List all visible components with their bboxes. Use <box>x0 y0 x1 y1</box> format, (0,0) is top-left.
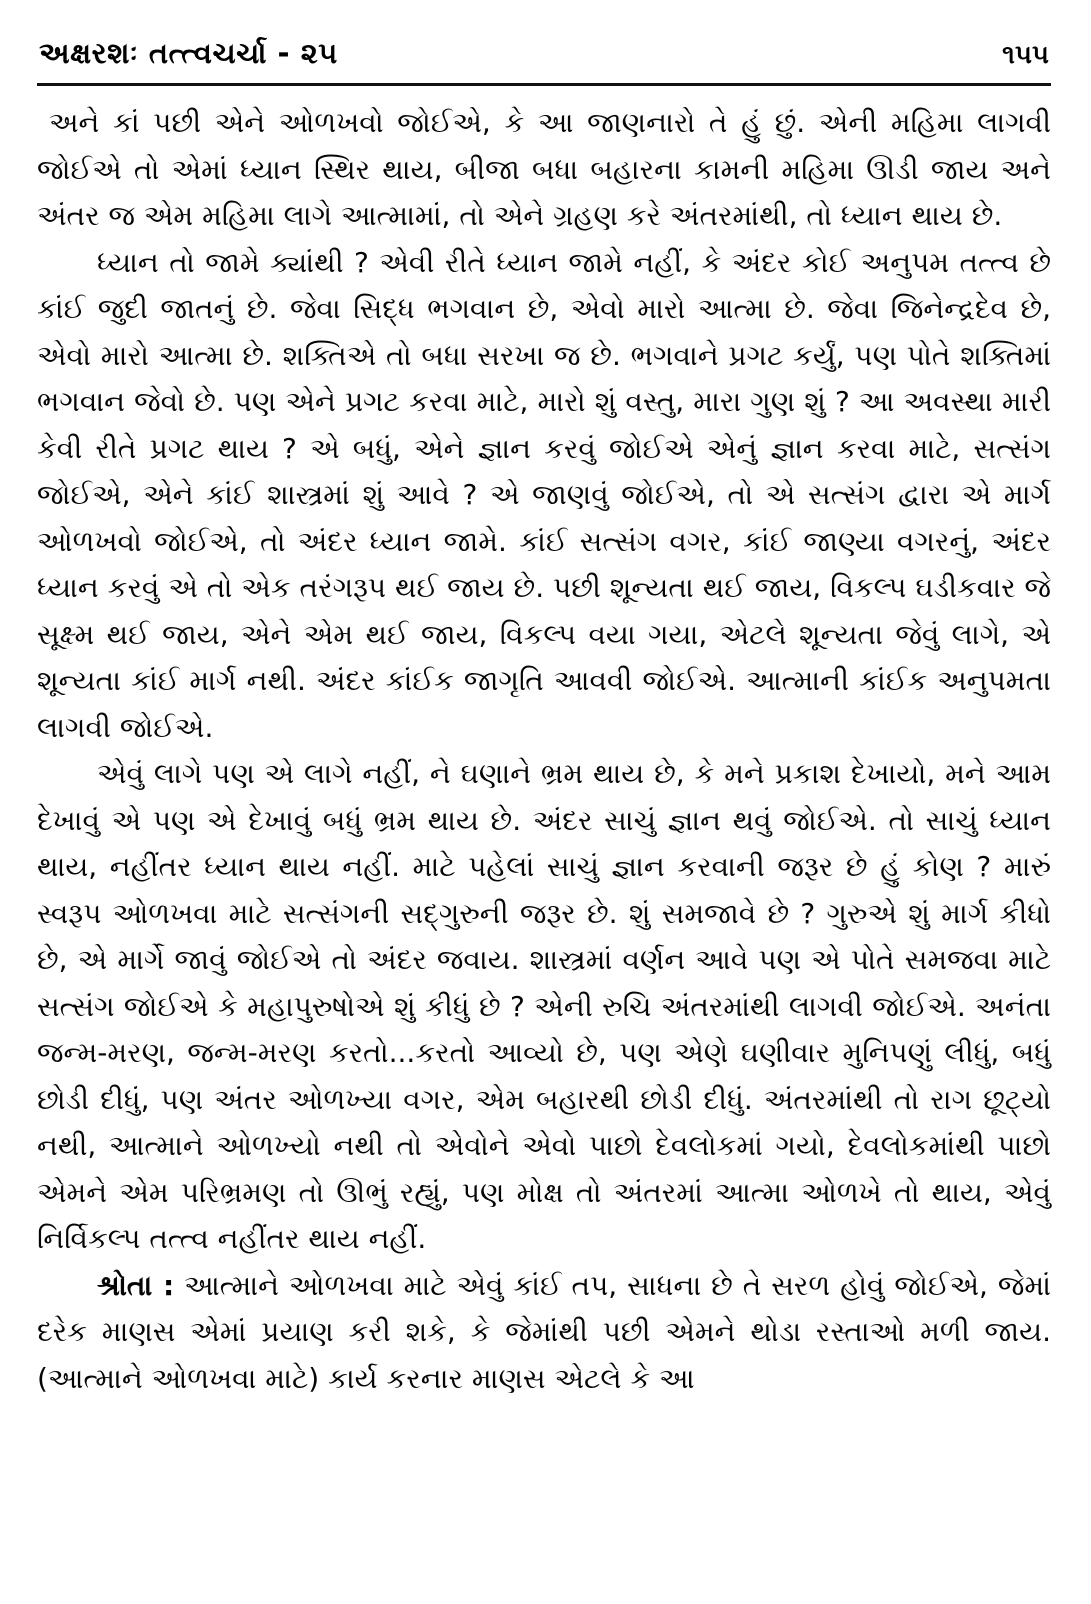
speaker-label: શ્રોતા : <box>97 1268 175 1302</box>
page-header <box>37 30 1051 71</box>
header-rule <box>37 83 1051 86</box>
speaker-text: આત્માને ઓળખવા માટે એવું કાંઈ તપ, સાધના છે તે સરળ હોવું જોઈએ, જેમાં દરેક માણસ એમાં પ્રયાણ કરી શકે, કે જેમાંથી પછી એમને થોડા રસ્તાઓ મળી જાય. (આત્માને ઓળખવા માટે) કાર્ય કરનાર માણસ એટલે કે આ <box>37 1268 1051 1395</box>
paragraph-4-speaker <box>37 1263 1051 1403</box>
page-body <box>37 100 1051 1402</box>
running-title: અક્ષરશઃ તત્ત્વચર્ચા - ૨૫ <box>39 36 338 70</box>
paragraph-3: એવું લાગે પણ એ લાગે નહીં, ને ઘણાને ભ્રમ થાય છે, કે મને પ્રકાશ દેખાયો, મને આમ દેખાવું એ પણ એ દેખાવું બધું ભ્રમ થાય છે. અંદર સાચું જ્ઞાન થવું જોઈએ. તો સાચું ધ્યાન થાય, નહીંતર ધ્યાન થાય નહીં. માટે પહેલાં સાચું જ્ઞાન કરવાની જરૂર છે હું કોણ ? મારું સ્વરૂપ ઓળખવા માટે સત્સંગની સદ્ગુરુની જરૂર છે. શું સમજાવે છે ? ગુરુએ શું માર્ગ કીધો છે, એ માર્ગે જાવું જોઈએ તો અંદર જવાય. શાસ્ત્રમાં વર્ણન આવે પણ એ પોતે સમજવા માટે સત્સંગ જોઈએ કે મહાપુરુષોએ શું કીધું છે ? એની રુચિ અંતરમાંથી લાગવી જોઈએ. અનંતા જન્મ-મરણ, જન્મ-મરણ કરતો...કરતો આવ્યો છે, પણ એણે ઘણીવાર મુનિપણું લીધું, બધું છોડી દીધું, પણ અંતર ઓળખ્યા વગર, એમ બહારથી છોડી દીધું. અંતરમાંથી તો રાગ છૂટ્યો નથી, આત્માને ઓળખ્યો નથી તો એવોને એવો પાછો દેવલોકમાં ગયો, દેવલોકમાંથી પાછો એમને એમ પરિભ્રમણ તો ઊભું રહ્યું, પણ મોક્ષ તો અંતરમાં આત્મા ઓળખે તો થાય, એવું નિર્વિકલ્પ તત્ત્વ નહીંતર થાય નહીં. <box>37 757 1051 1255</box>
paragraph-2: ધ્યાન તો જામે ક્યાંથી ? એવી રીતે ધ્યાન જામે નહીં, કે અંદર કોઈ અનુપમ તત્ત્વ છે કાંઈ જુદી જાતનું છે. જેવા સિદ્ધ ભગવાન છે, એવો મારો આત્મા છે. જેવા જિનેન્દ્રદેવ છે, એવો મારો આત્મા છે. શક્તિએ તો બધા સરખા જ છે. ભગવાને પ્રગટ કર્યું, પણ પોતે શક્તિમાં ભગવાન જેવો છે. પણ એને પ્રગટ કરવા માટે, મારો શું વસ્તુ, મારા ગુણ શું ? આ અવસ્થા મારી કેવી રીતે પ્રગટ થાય ? એ બધું, એને જ્ઞાન કરવું જોઈએ એનું જ્ઞાન કરવા માટે, સત્સંગ જોઈએ, એને કાંઈ શાસ્ત્રમાં શું આવે ? એ જાણવું જોઈએ, તો એ સત્સંગ દ્વારા એ માર્ગ ઓળખવો જોઈએ, તો અંદર ધ્યાન જામે. કાંઈ સત્સંગ વગર, કાંઈ જાણ્યા વગરનું, અંદર ધ્યાન કરવું એ તો એક તરંગરૂપ થઈ જાય છે. પછી શૂન્યતા થઈ જાય, વિકલ્પ ઘડીકવાર જે સૂક્ષ્મ થઈ જાય, એને એમ થઈ જાય, વિકલ્પ વયા ગયા, એટલે શૂન્યતા જેવું લાગે, એ શૂન્યતા કાંઈ માર્ગ નથી. અંદર કાંઈક જાગૃતિ આવવી જોઈએ. આત્માની કાંઈક અનુપમતા લાગવી જોઈએ. <box>37 245 1051 744</box>
page-number: ૧૫૫ <box>1002 40 1049 70</box>
paragraph-1: અને કાં પછી એને ઓળખવો જોઈએ, કે આ જાણનારો તે હું છું. એની મહિમા લાગવી જોઈએ તો એમાં ધ્યાન સ્થિર થાય, બીજા બધા બહારના કામની મહિમા ઊડી જાય અને અંતર જ એમ મહિમા લાગે આત્મામાં, તો એને ગ્રહણ કરે અંતરમાંથી, તો ધ્યાન થાય છે. <box>37 106 1051 232</box>
